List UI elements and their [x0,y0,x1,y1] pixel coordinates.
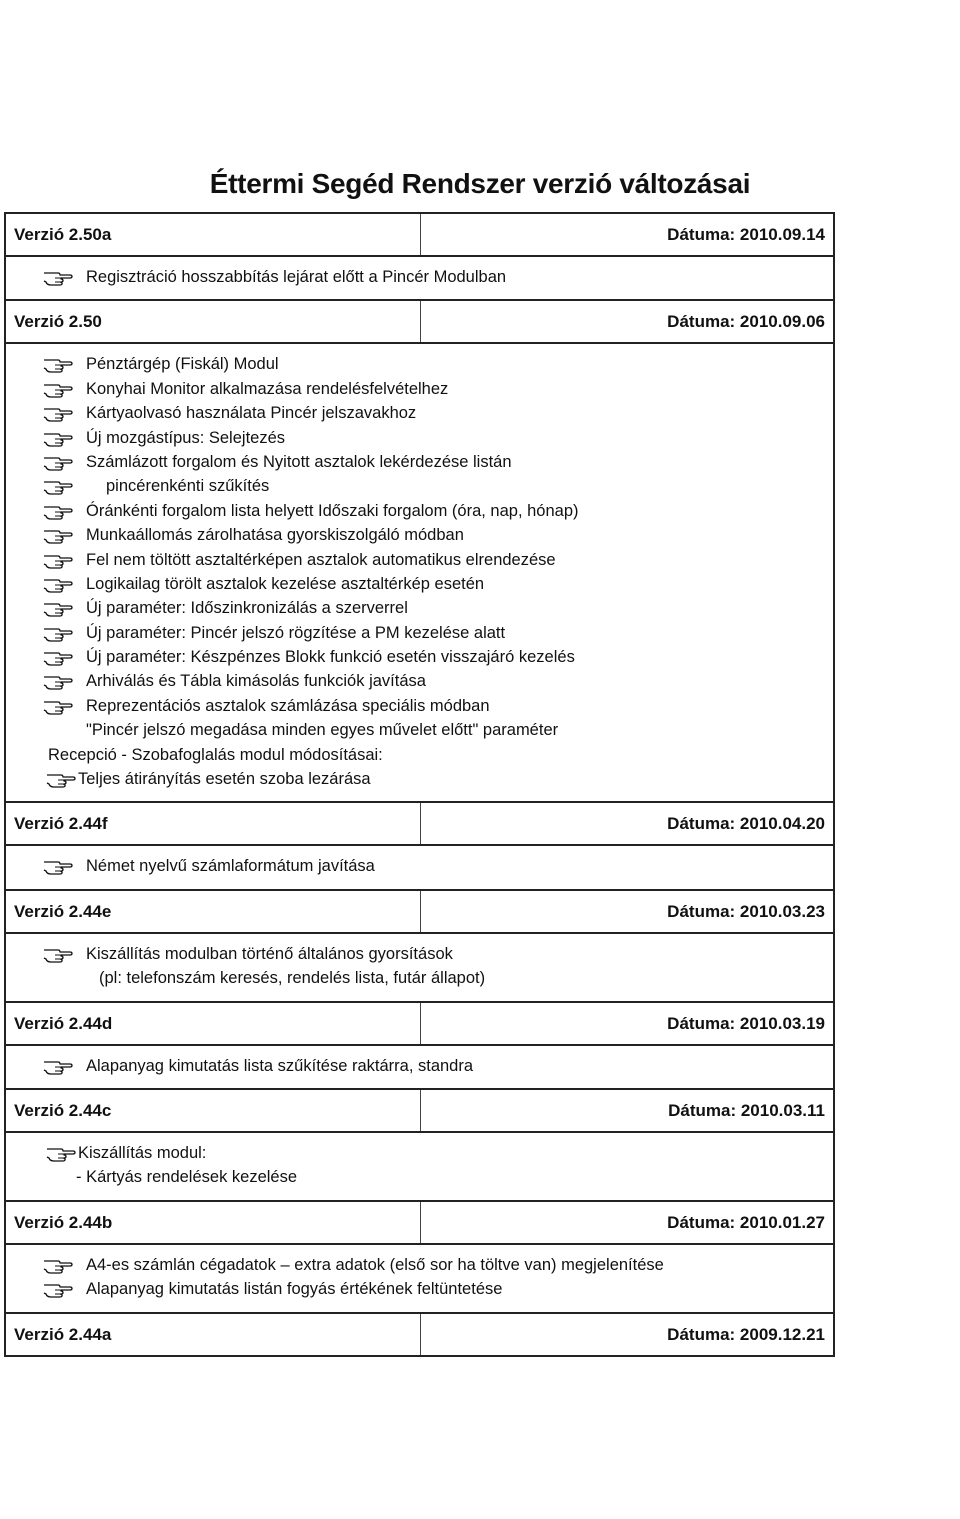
change-item-text: "Pincér jelszó megadása minden egyes művelet előtt" paraméter [86,721,559,740]
version-header-row [6,214,833,255]
change-item [6,499,833,523]
version-label: Verzió 2.44f [14,814,108,834]
change-item [6,718,833,742]
column-divider [420,1202,421,1243]
version-header-row [6,801,833,844]
change-item-text: - Kártyás rendelések kezelése [76,1168,298,1187]
version-label: Verzió 2.44a [14,1324,112,1344]
pointing-hand-icon [43,572,73,596]
pointing-hand-icon [43,474,73,498]
version-changes [6,844,833,888]
change-item [6,450,833,474]
change-item-text: Reprezentációs asztalok számlázása speciális módban [86,696,490,715]
pointing-hand-icon [43,426,73,450]
version-date: Dátuma: 2010.04.20 [667,814,825,834]
change-item [6,767,833,791]
column-divider [420,301,421,342]
column-divider [420,1090,421,1131]
version-changes [6,1044,833,1088]
version-label: Verzió 2.44c [14,1100,112,1120]
change-item-text: Kiszállítás modulban történő általános gyorsítások [86,944,453,963]
version-header-row [6,889,833,932]
change-item [6,426,833,450]
page-title: Éttermi Segéd Rendszer verzió változásai [209,168,751,199]
change-item-text: Német nyelvű számlaformátum javítása [86,857,375,876]
change-item-text: Arhiválás és Tábla kimásolás funkciók javítása [86,672,426,691]
change-item [6,1253,833,1277]
version-header-row [6,299,833,342]
pointing-hand-icon [43,499,73,523]
change-item [6,1141,833,1165]
change-item-text: Teljes átirányítás esetén szoba lezárása [78,770,371,789]
version-label: Verzió 2.50a [14,225,112,244]
version-changes [6,1131,833,1200]
change-item [6,966,833,990]
pointing-hand-icon [43,694,73,718]
change-item-text: Regisztráció hosszabbítás lejárat előtt a Pincér Modulban [86,268,507,286]
change-item [6,265,833,289]
version-header-row [6,1001,833,1044]
version-header-row [6,1200,833,1243]
column-divider [420,891,421,932]
pointing-hand-icon [43,1277,73,1301]
change-item [6,572,833,596]
version-changes [6,342,833,801]
version-changes [6,1243,833,1312]
change-item-text: pincérenkénti szűkítés [106,477,270,496]
change-item [6,401,833,425]
change-item [6,523,833,547]
column-divider [420,803,421,844]
change-item [6,377,833,401]
change-item [6,854,833,878]
version-label: Verzió 2.44e [14,901,112,921]
change-item-text: Pénztárgép (Fiskál) Modul [86,355,279,374]
version-date: Dátuma: 2010.03.23 [667,901,825,921]
change-item-text: Recepció - Szobafoglalás modul módosításai: [48,745,383,764]
change-item-text: Fel nem töltött asztaltérképen asztalok automatikus elrendezése [86,550,556,569]
change-item-text: Alapanyag kimutatás lista szűkítése raktárra, standra [86,1056,474,1075]
change-item-text: Kiszállítás modul: [78,1143,207,1162]
change-item [6,645,833,669]
pointing-hand-icon [43,942,73,966]
column-divider [420,1003,421,1044]
pointing-hand-icon [43,854,73,878]
pointing-hand-icon [43,1054,73,1078]
change-item-text: (pl: telefonszám keresés, rendelés lista, futár állapot) [99,969,486,988]
change-item [6,694,833,718]
pointing-hand-icon [43,596,73,620]
version-label: Verzió 2.50 [14,312,102,332]
change-item-text: Új paraméter: Időszinkronizálás a szerverrel [86,599,408,618]
change-item [6,352,833,376]
pointing-hand-icon [43,265,73,289]
pointing-hand-icon [43,645,73,669]
version-date: Dátuma: 2010.09.14 [667,225,825,244]
version-changes [6,255,833,299]
change-item [6,596,833,620]
version-changes [6,932,833,1001]
change-item [6,669,833,693]
change-item-text: A4-es számlán cégadatok – extra adatok (első sor ha töltve van) megjelenítése [86,1255,664,1274]
version-date: Dátuma: 2009.12.21 [667,1324,825,1344]
version-label: Verzió 2.44d [14,1013,113,1033]
version-header-row [6,1088,833,1131]
version-date: Dátuma: 2010.03.19 [667,1013,825,1033]
column-divider [420,1314,421,1355]
change-item-text: Óránkénti forgalom lista helyett Időszaki forgalom (óra, nap, hónap) [86,501,579,520]
change-item-text: Kártyaolvasó használata Pincér jelszavakhoz [86,404,417,423]
pointing-hand-icon [43,377,73,401]
change-item [6,743,833,767]
change-item [6,621,833,645]
change-item [6,942,833,966]
change-item-text: Új paraméter: Készpénzes Blokk funkció esetén visszajáró kezelés [86,648,575,667]
change-item [6,1165,833,1189]
change-item-text: Konyhai Monitor alkalmazása rendelésfelvételhez [86,379,449,398]
change-item-text: Új paraméter: Pincér jelszó rögzítése a PM kezelése alatt [86,623,506,642]
version-label: Verzió 2.44b [14,1212,113,1232]
change-item-text: Logikailag törölt asztalok kezelése asztaltérkép esetén [86,574,485,593]
version-date: Dátuma: 2010.01.27 [667,1212,825,1232]
version-header-row [6,1312,833,1355]
pointing-hand-icon [46,1141,76,1165]
change-item-text: Számlázott forgalom és Nyitott asztalok lekérdezése listán [86,452,512,471]
version-date: Dátuma: 2010.03.11 [668,1100,825,1120]
change-item [6,1277,833,1301]
change-item [6,1054,833,1078]
version-date: Dátuma: 2010.09.06 [667,312,825,332]
column-divider [420,214,421,255]
change-item [6,548,833,572]
pointing-hand-icon [43,548,73,572]
pointing-hand-icon [43,669,73,693]
change-item [6,474,833,498]
pointing-hand-icon [43,401,73,425]
pointing-hand-icon [43,1253,73,1277]
pointing-hand-icon [43,523,73,547]
change-item-text: Munkaállomás zárolhatása gyorskiszolgáló módban [86,526,464,545]
pointing-hand-icon [43,621,73,645]
changelog-table [4,212,835,1357]
pointing-hand-icon [46,767,76,791]
pointing-hand-icon [43,352,73,376]
change-item-text: Új mozgástípus: Selejtezés [86,428,286,447]
change-item-text: Alapanyag kimutatás listán fogyás értékének feltüntetése [86,1280,503,1299]
pointing-hand-icon [43,450,73,474]
